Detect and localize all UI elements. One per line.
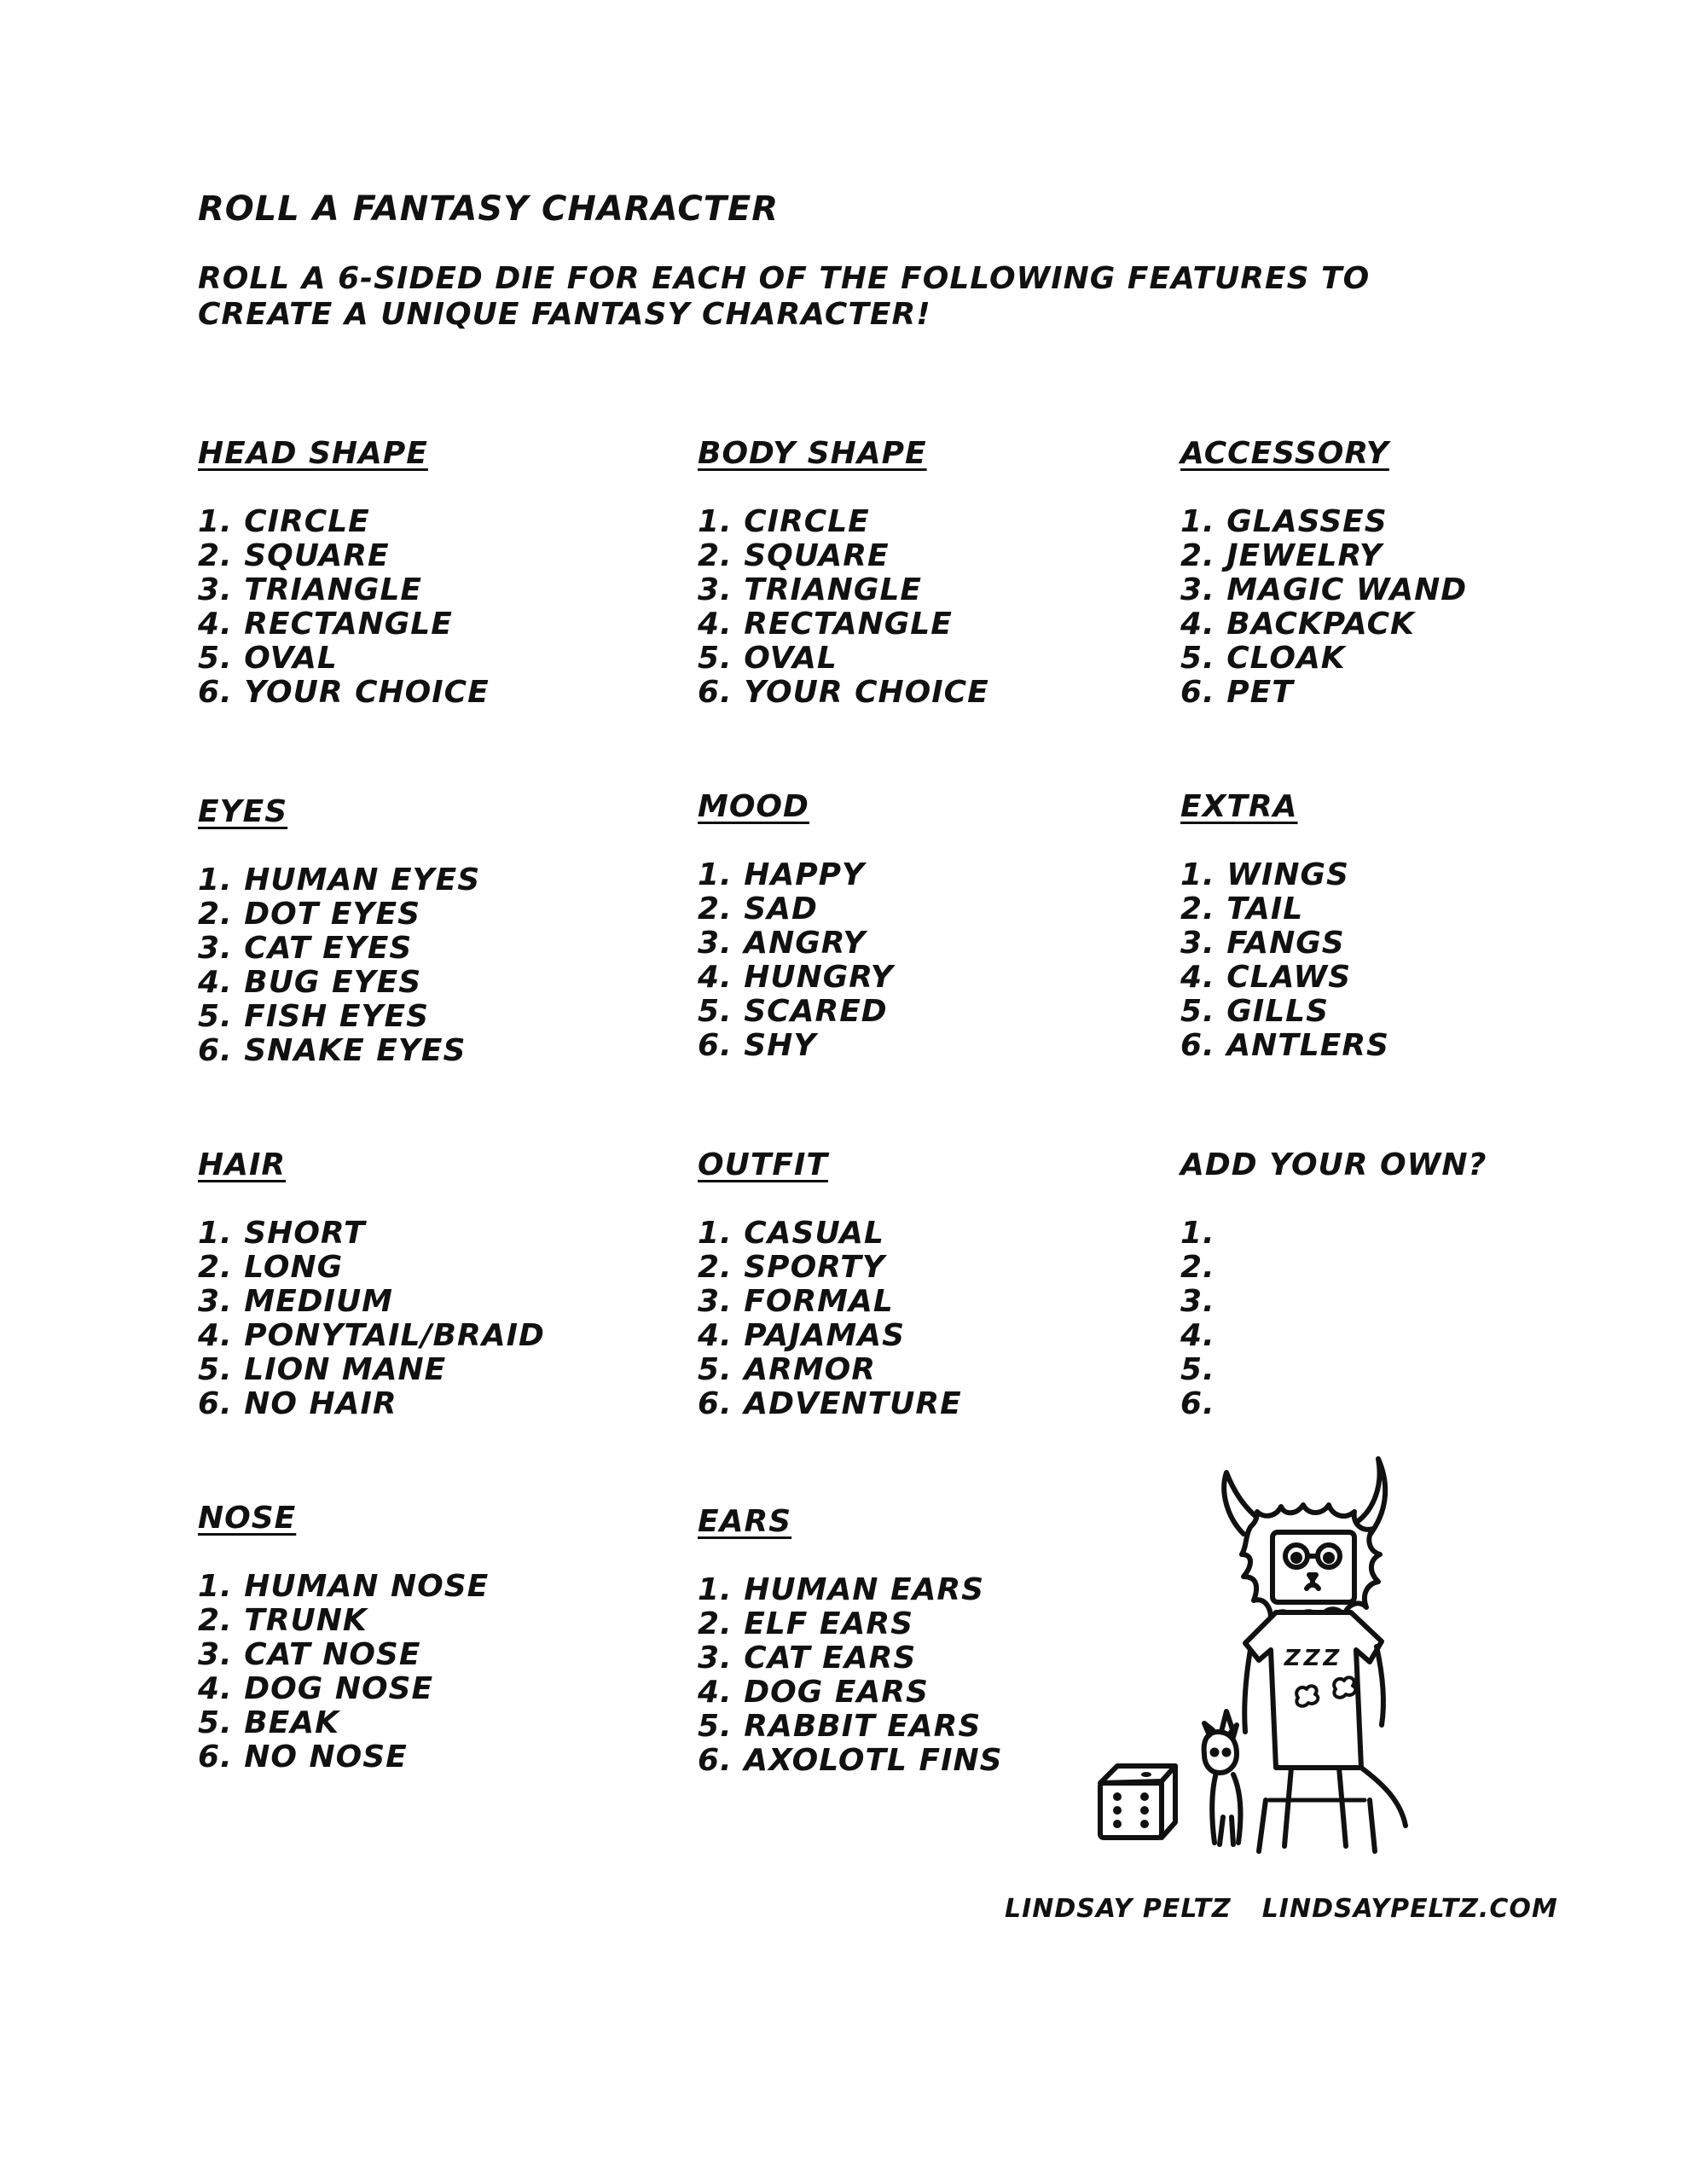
list-item: 1.	[1180, 1216, 1215, 1251]
list-item: 3. TRIANGLE	[698, 572, 922, 607]
credit-line	[1005, 1894, 1558, 1924]
list-item: 5. ARMOR	[698, 1352, 876, 1387]
section-heading: EARS	[698, 1504, 792, 1539]
shirt-text: ZZZ	[1284, 1646, 1343, 1671]
list-item: 6. ADVENTURE	[698, 1386, 962, 1421]
list-item: 3. ANGRY	[698, 926, 867, 961]
section-heading: EXTRA	[1180, 789, 1298, 824]
section-heading: HAIR	[198, 1147, 287, 1182]
list-item: 3. FORMAL	[698, 1284, 894, 1319]
section-heading: EYES	[198, 794, 288, 829]
list-item: 6. PET	[1180, 675, 1294, 710]
option-list	[198, 863, 675, 1068]
section-heading: ACCESSORY	[1180, 436, 1389, 471]
option-list	[198, 1570, 675, 1774]
option-list	[698, 1217, 1175, 1421]
list-item: 2. TAIL	[1180, 892, 1304, 926]
list-item: 1. HUMAN NOSE	[198, 1569, 490, 1604]
list-item: 6. AXOLOTL FINS	[698, 1743, 1003, 1778]
list-item: 4. RECTANGLE	[698, 607, 953, 642]
option-list	[1180, 505, 1658, 710]
list-item: 5. GILLS	[1180, 994, 1330, 1029]
list-item: 2. TRUNK	[198, 1603, 368, 1638]
list-item: 5. LION MANE	[198, 1352, 447, 1387]
section-heading: ADD YOUR OWN?	[1180, 1147, 1487, 1182]
section-mood	[698, 787, 1175, 1063]
option-list	[698, 858, 1175, 1063]
author-website: LINDSAYPELTZ.COM	[1261, 1894, 1558, 1924]
list-item: 6. YOUR CHOICE	[698, 675, 989, 710]
list-item: 3. TRIANGLE	[198, 572, 422, 607]
page-title: ROLL A FANTASY CHARACTER	[198, 189, 780, 229]
list-item: 2.	[1180, 1250, 1215, 1285]
list-item: 1. HAPPY	[698, 857, 866, 892]
list-item: 2. LONG	[198, 1250, 344, 1285]
section-accessory	[1180, 433, 1658, 710]
list-item: 2. SAD	[698, 892, 818, 926]
list-item: 5. SCARED	[698, 994, 888, 1029]
list-item: 4.	[1180, 1318, 1215, 1353]
list-item: 2. SPORTY	[698, 1250, 885, 1285]
list-item: 4. DOG NOSE	[198, 1671, 434, 1706]
list-item: 6. NO HAIR	[198, 1386, 397, 1421]
list-item: 2. JEWELRY	[1180, 538, 1383, 573]
list-item: 4. BACKPACK	[1180, 607, 1415, 642]
list-item: 5. CLOAK	[1180, 641, 1346, 676]
list-item: 3. CAT EYES	[198, 931, 413, 966]
section-hair	[198, 1145, 675, 1421]
list-item: 4. CLAWS	[1180, 960, 1352, 995]
unicorn-cat-illustration	[1204, 1711, 1241, 1844]
section-heading: NOSE	[198, 1501, 297, 1536]
list-item: 6.	[1180, 1386, 1215, 1421]
list-item: 5. OVAL	[698, 641, 838, 676]
list-item: 4. HUNGRY	[698, 960, 894, 995]
section-heading: BODY SHAPE	[698, 436, 927, 471]
section-heading: OUTFIT	[698, 1147, 828, 1182]
section-head-shape	[198, 433, 675, 710]
list-item: 2. DOT EYES	[198, 897, 421, 932]
section-add-your-own	[1180, 1145, 1658, 1421]
intro-text: ROLL A 6-SIDED DIE FOR EACH OF THE FOLLOWING FEATURES TO CREATE A UNIQUE FANTASY CHARACTER!	[198, 261, 1371, 332]
list-item: 3. FANGS	[1180, 926, 1345, 961]
section-heading: MOOD	[698, 789, 809, 824]
list-item: 3.	[1180, 1284, 1215, 1319]
list-item: 5. BEAK	[198, 1705, 340, 1740]
list-item: 3. CAT NOSE	[198, 1637, 421, 1672]
list-item: 6. YOUR CHOICE	[198, 675, 490, 710]
list-item: 2. SQUARE	[698, 538, 890, 573]
section-heading: HEAD SHAPE	[198, 436, 428, 471]
list-item: 3. MEDIUM	[198, 1284, 394, 1319]
list-item: 4. DOG EARS	[698, 1675, 929, 1710]
section-extra	[1180, 787, 1658, 1063]
list-item: 2. SQUARE	[198, 538, 390, 573]
list-item: 4. BUG EYES	[198, 965, 422, 1000]
list-item: 3. CAT EARS	[698, 1641, 917, 1676]
list-item: 5. FISH EYES	[198, 999, 430, 1034]
option-list	[198, 505, 675, 710]
list-item: 5. OVAL	[198, 641, 338, 676]
section-eyes	[198, 792, 675, 1068]
list-item: 1. CIRCLE	[198, 504, 370, 539]
list-item: 1. HUMAN EYES	[198, 863, 481, 897]
option-list	[698, 505, 1175, 710]
option-list	[198, 1217, 675, 1421]
list-item: 6. SHY	[698, 1028, 817, 1063]
list-item: 1. GLASSES	[1180, 504, 1388, 539]
list-item: 2. ELF EARS	[698, 1606, 914, 1641]
list-item: 6. ANTLERS	[1180, 1028, 1389, 1063]
list-item: 1. CIRCLE	[698, 504, 870, 539]
list-item: 1. WINGS	[1180, 857, 1349, 892]
list-item: 6. NO NOSE	[198, 1740, 408, 1774]
section-nose	[198, 1498, 675, 1774]
character-illustration	[1083, 1442, 1458, 1868]
list-item: 4. PONYTAIL/BRAID	[198, 1318, 545, 1353]
section-body-shape	[698, 433, 1175, 710]
section-outfit	[698, 1145, 1175, 1421]
author-name: LINDSAY PELTZ	[1005, 1894, 1232, 1924]
list-item: 1. SHORT	[198, 1216, 366, 1251]
list-item: 5.	[1180, 1352, 1215, 1387]
list-item: 1. HUMAN EARS	[698, 1572, 985, 1607]
option-list	[1180, 1217, 1658, 1421]
option-list	[1180, 858, 1658, 1063]
dice-icon	[1100, 1766, 1175, 1838]
list-item: 4. RECTANGLE	[198, 607, 453, 642]
list-item: 3. MAGIC WAND	[1180, 572, 1468, 607]
list-item: 1. CASUAL	[698, 1216, 884, 1251]
list-item: 5. RABBIT EARS	[698, 1709, 982, 1744]
list-item: 6. SNAKE EYES	[198, 1033, 467, 1068]
list-item: 4. PAJAMAS	[698, 1318, 906, 1353]
